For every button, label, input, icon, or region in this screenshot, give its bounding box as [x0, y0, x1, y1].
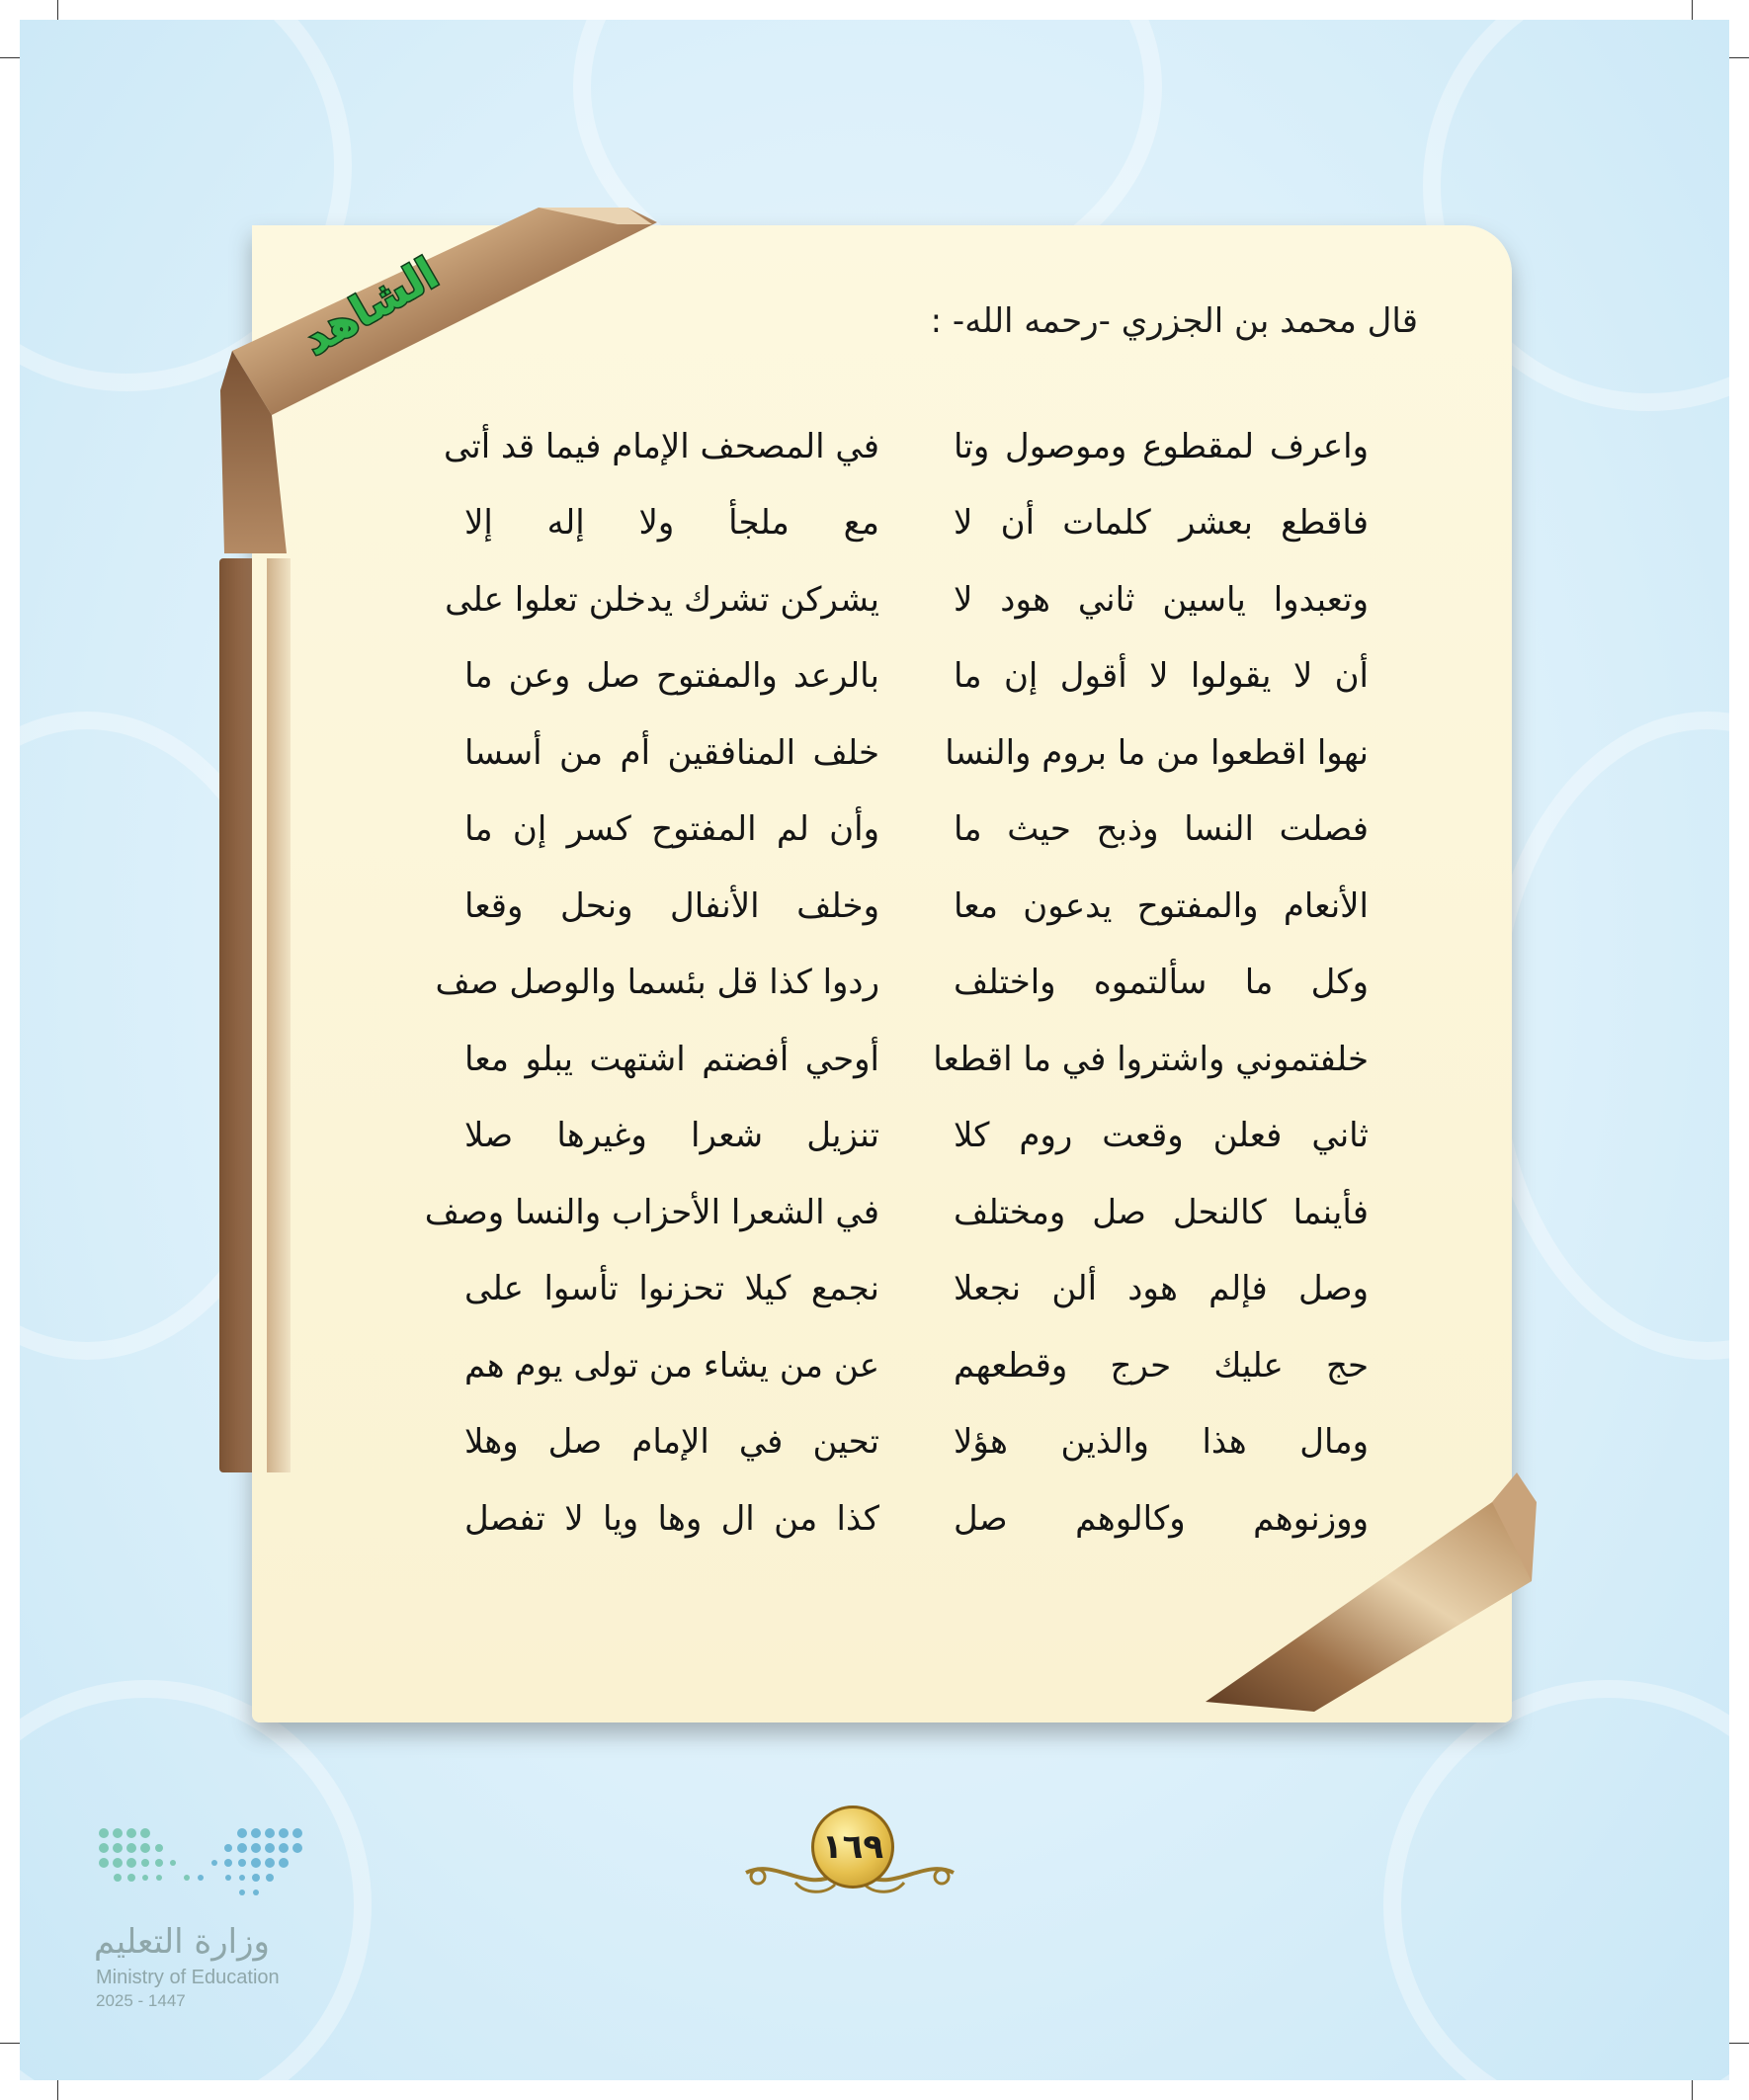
verse-row — [464, 868, 1369, 945]
ministry-logo — [94, 1818, 321, 2010]
verse-row — [443, 408, 1369, 485]
verse-row — [424, 1174, 1369, 1251]
verse-first-half: وكل ما سألتموه واختلف — [954, 963, 1369, 1003]
paper-fold-edge — [267, 558, 291, 1472]
verse-first-half: واعرف لمقطوع وموصول وتا — [954, 426, 1369, 466]
verse-second-half: أوحي أفضتم اشتهت يبلو معا — [464, 1039, 879, 1079]
background-ornament — [1383, 1680, 1729, 2080]
ministry-name-arabic: وزارة التعليم — [94, 1922, 270, 1962]
verse-row — [464, 485, 1369, 562]
ministry-name-english: Ministry of Education — [96, 1967, 280, 1988]
verse-second-half: تحين في الإمام صل وهلا — [464, 1422, 879, 1463]
verse-second-half: عن من يشاء من تولى يوم هم — [464, 1345, 879, 1386]
verse-second-half: وخلف الأنفال ونحل وقعا — [464, 885, 879, 926]
verse-row — [464, 1480, 1369, 1557]
verse-first-half: فأينما كالنحل صل ومختلف — [954, 1192, 1369, 1232]
verse-row — [464, 1021, 1369, 1098]
verse-second-half: بالرعد والمفتوح صل وعن ما — [464, 656, 879, 697]
verse-second-half: ردوا كذا قل بئسما والوصل صف — [435, 963, 879, 1003]
logo-dots-icon — [94, 1818, 321, 1917]
verse-row — [464, 792, 1369, 869]
background-ornament — [1482, 712, 1729, 1360]
verse-first-half: ووزنوهم وكالوهم صل — [954, 1498, 1369, 1539]
page-number-ornament — [736, 1804, 963, 1902]
verse-row — [464, 1404, 1369, 1481]
verse-first-half: حج عليك حرج وقطعهم — [954, 1345, 1369, 1386]
page-number: ١٦٩ — [811, 1806, 894, 1889]
verse-first-half: ومال هذا والذين هؤلا — [954, 1422, 1369, 1463]
verse-first-half: خلفتموني واشتروا في ما اقطعا — [933, 1039, 1369, 1079]
verse-row — [464, 714, 1369, 792]
verse-first-half: فاقطع بعشر كلمات أن لا — [954, 503, 1369, 544]
verse-second-half: يشركن تشرك يدخلن تعلوا على — [445, 579, 879, 620]
verse-second-half: وأن لم المفتوح كسر إن ما — [464, 809, 879, 850]
section-heading: الشاهد — [293, 248, 448, 366]
verse-first-half: نهوا اقطعوا من ما بروم والنسا — [945, 732, 1369, 773]
verse-first-half: وصل فإلم هود ألن نجعلا — [954, 1269, 1369, 1309]
verse-first-half: وتعبدوا ياسين ثاني هود لا — [954, 579, 1369, 620]
verse-row — [464, 1251, 1369, 1328]
verse-second-half: خلف المنافقين أم من أسسا — [464, 732, 879, 773]
verse-second-half: نجمع كيلا تحزنوا تأسوا على — [464, 1269, 879, 1309]
verse-row — [464, 1098, 1369, 1175]
intro-line: قال محمد بن الجزري -رحمه الله- : — [930, 301, 1418, 341]
verse-first-half: أن لا يقولوا لا أقول إن ما — [954, 656, 1369, 697]
verse-second-half: تنزيل شعرا وغيرها صلا — [464, 1116, 879, 1156]
verse-row — [445, 561, 1369, 638]
edition-year: 2025 - 1447 — [96, 1991, 186, 2010]
verse-second-half: مع ملجأ ولا إله إلا — [464, 503, 879, 544]
verse-first-half: فصلت النسا وذبح حيث ما — [954, 809, 1369, 850]
verse-second-half: في الشعرا الأحزاب والنسا وصف — [424, 1192, 879, 1232]
poem-verses — [424, 408, 1369, 1557]
verse-row — [464, 1327, 1369, 1404]
verse-second-half: في المصحف الإمام فيما قد أتى — [443, 426, 879, 466]
verse-second-half: كذا من ال وها ويا لا تفصل — [464, 1498, 879, 1539]
verse-first-half: ثاني فعلن وقعت روم كلا — [954, 1116, 1369, 1156]
verse-row — [435, 945, 1369, 1022]
verse-first-half: الأنعام والمفتوح يدعون معا — [954, 885, 1369, 926]
verse-row — [464, 638, 1369, 715]
